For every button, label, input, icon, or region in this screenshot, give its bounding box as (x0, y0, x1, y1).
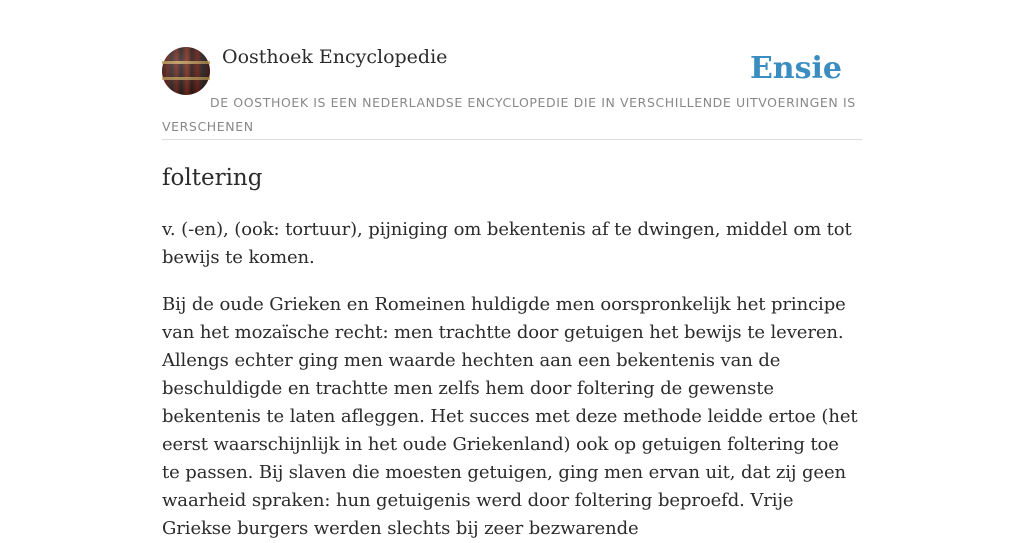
article-paragraph: Bij de oude Grieken en Romeinen huldigde men oorspronkelijk het principe van het mozaïsche recht: men trachtte door getuigen het bewijs te leveren. Allengs echter ging men waarde hechten aan een bekentenis van de beschuldigde en trachtte men zelfs hem door foltering de gewenste bekentenis te laten afleggen. Het succes met deze methode leidde ertoe (het eerst waarschijnlijk in het oude Griekenland) ook op getuigen foltering toe te passen. Bij slaven die moesten getuigen, ging men ervan uit, dat zij geen waarheid spraken: hun getuigenis werd door foltering beproefd. Vrije Griekse burgers werden slechts bij zeer bezwarende (162, 294, 858, 539)
site-title[interactable]: Oosthoek Encyclopedie (222, 46, 448, 68)
brand-logo[interactable]: Ensie (749, 51, 842, 86)
article (162, 160, 862, 543)
site-tagline: DE OOSTHOEK IS EEN NEDERLANDSE ENCYCLOPEDIE DIE IN VERSCHILLENDE UITVOERINGEN IS VERSCHENEN (162, 95, 856, 134)
article-title: foltering (162, 165, 263, 191)
site-header (162, 46, 862, 140)
site-avatar[interactable] (162, 47, 210, 95)
avatar-shade (162, 47, 210, 95)
article-paragraph: v. (-en), (ook: tortuur), pijniging om bekentenis af te dwingen, middel om tot bewijs te komen. (162, 219, 852, 268)
